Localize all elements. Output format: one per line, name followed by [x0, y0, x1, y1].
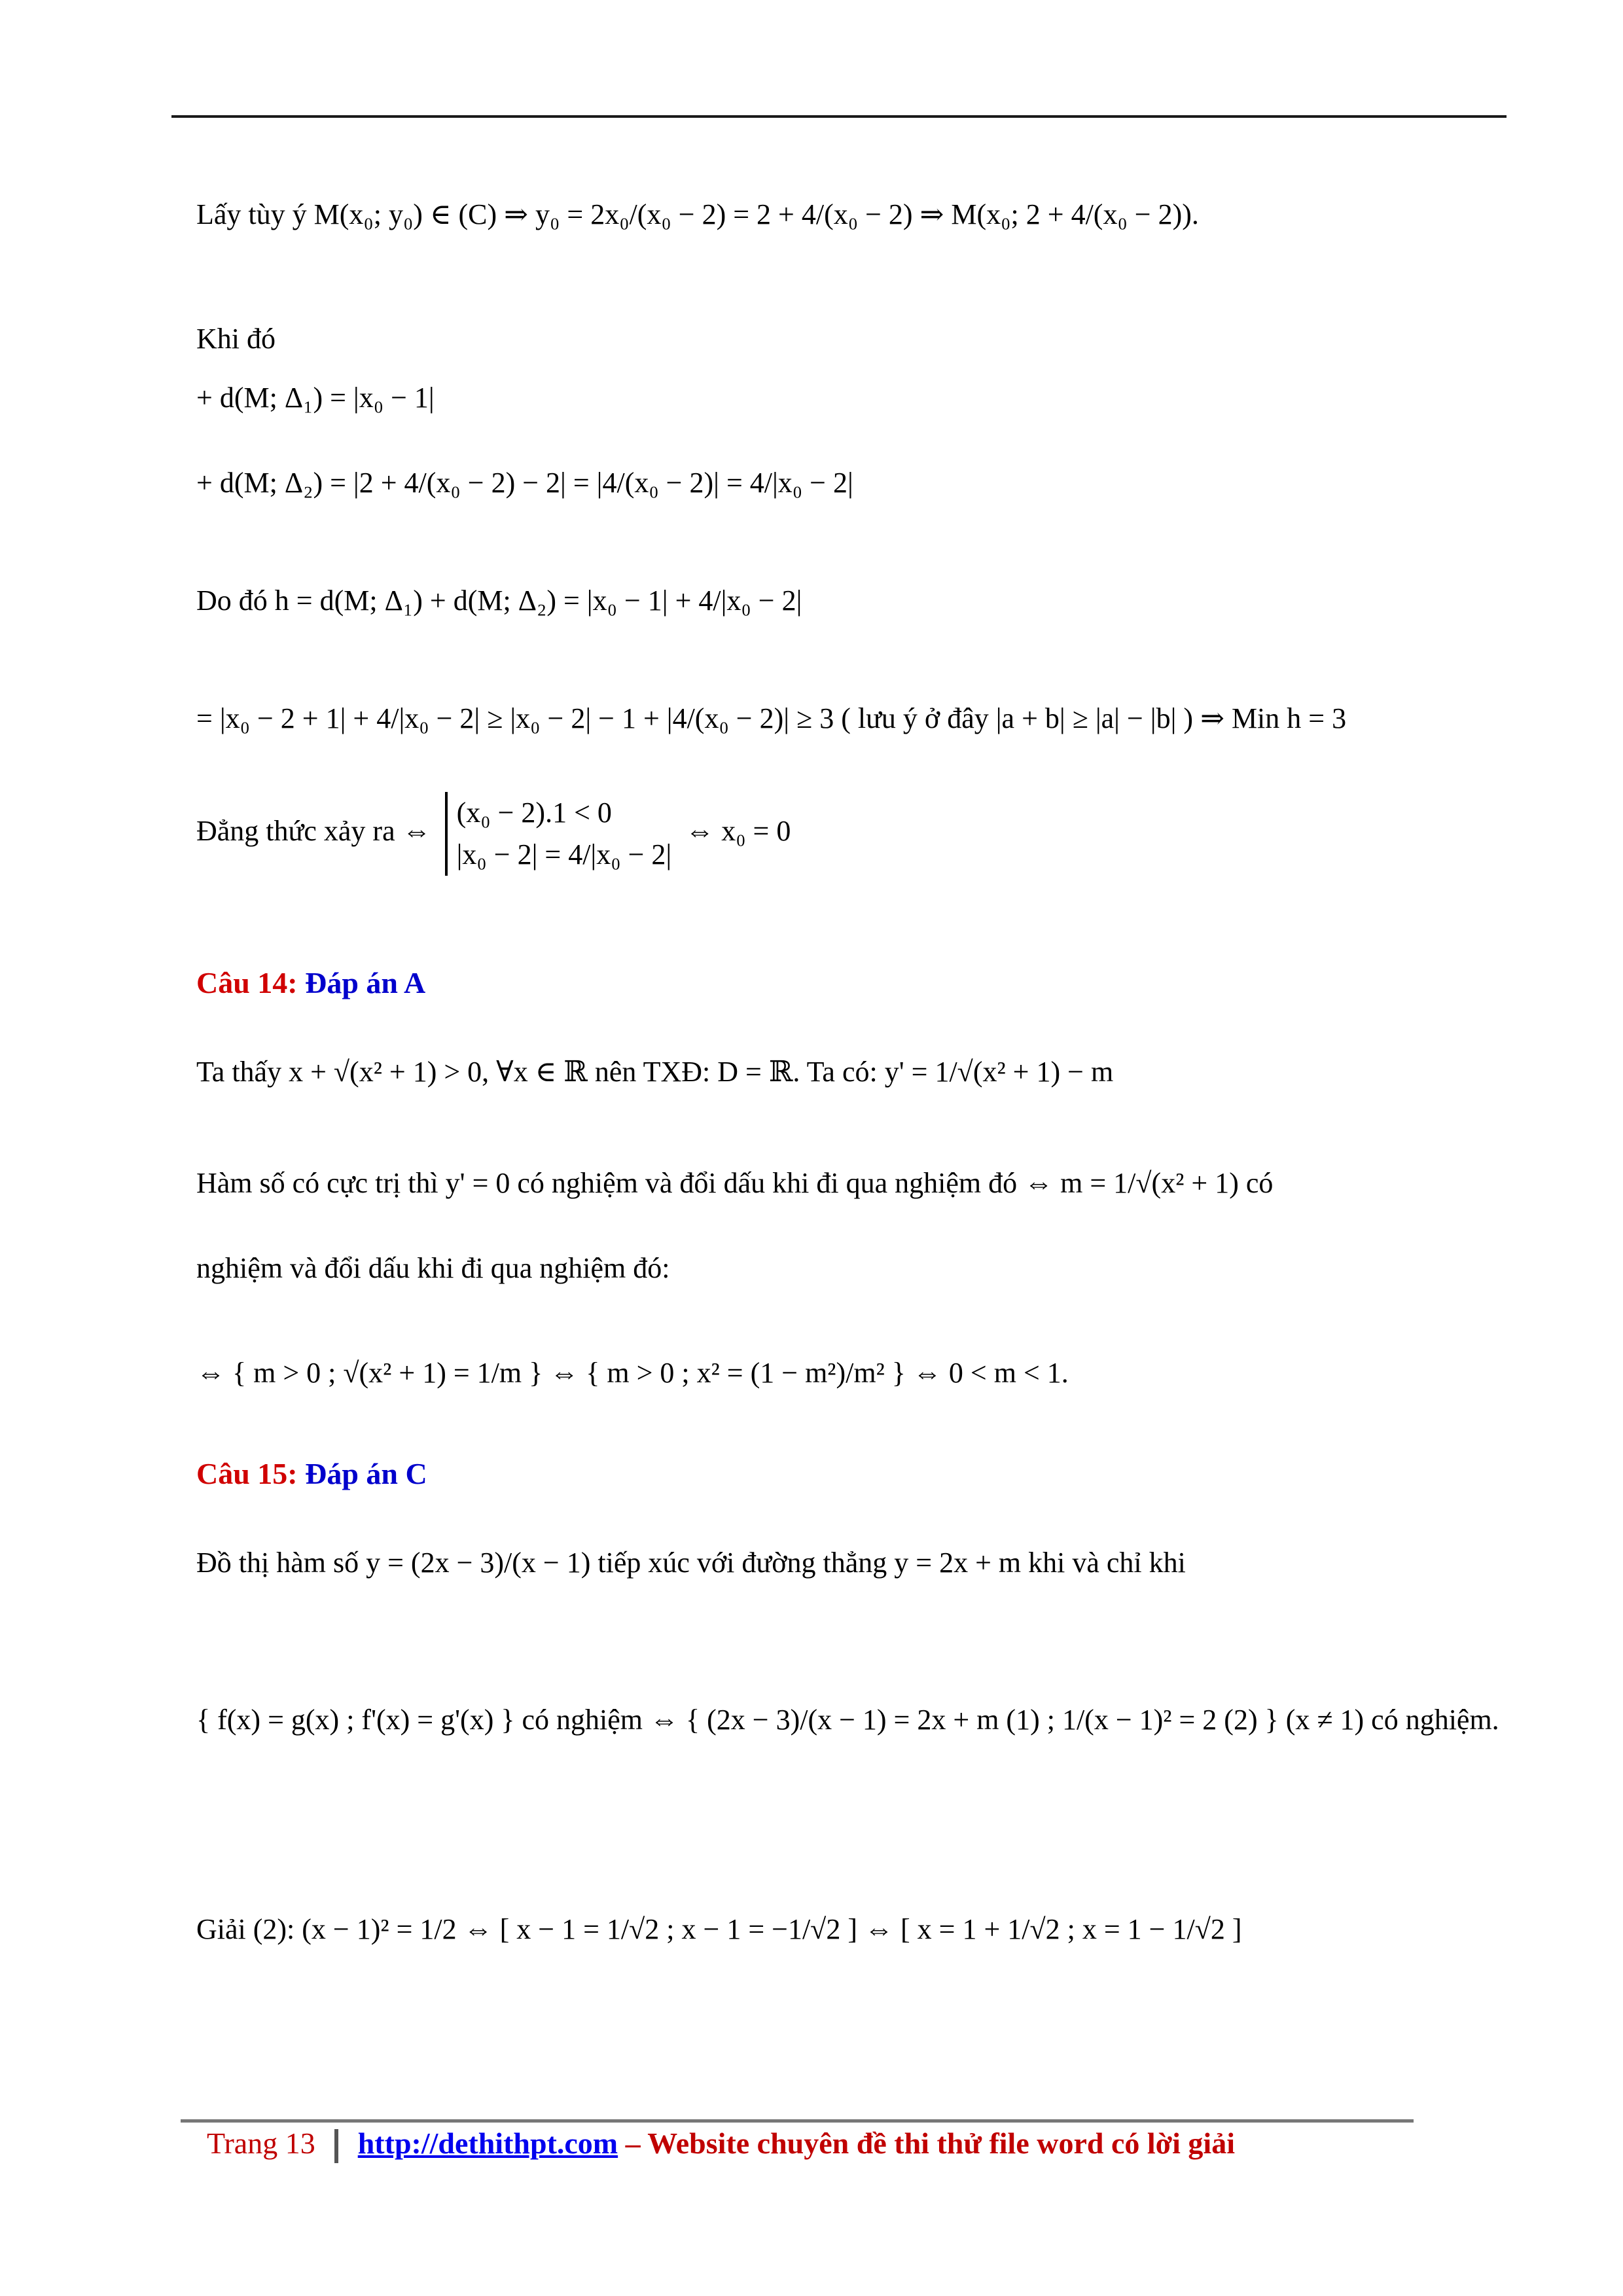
equality-system — [445, 792, 672, 876]
line-1: Lấy tùy ý M(x₀; y₀) ∈ (C) ⇒ y₀ = 2x₀/(x₀ − 2) = 2 + 4/(x₀ − 2) ⇒ M(x₀; 2 + 4/(x₀ − 2)). — [196, 198, 1199, 230]
equality-result: ⇔ x₀ = 0 — [685, 815, 791, 848]
system-row-1: (x₀ − 2).1 < 0 — [456, 797, 612, 829]
cau15-heading — [196, 1456, 427, 1491]
cau15-answer: Đáp án C — [305, 1457, 427, 1490]
line-4: + d(M; Δ₂) = |2 + 4/(x₀ − 2) − 2| = |4/(x₀ − 2)| = 4/|x₀ − 2| — [196, 467, 853, 499]
cau14-label: Câu 14: — [196, 966, 298, 999]
cau15-label: Câu 15: — [196, 1457, 298, 1490]
c14-para-2: Hàm số có cực trị thì y' = 0 có nghiệm và đổi dấu khi đi qua nghiệm đó ⇔ m = 1/√(x² + 1) có — [196, 1167, 1274, 1199]
footer-rule — [181, 2119, 1414, 2123]
line-5: Do đó h = d(M; Δ₁) + d(M; Δ₂) = |x₀ − 1| + 4/|x₀ − 2| — [196, 584, 802, 617]
system-row-2: |x₀ − 2| = 4/|x₀ − 2| — [456, 838, 672, 870]
footer-tagline: – Website chuyên đề thi thử file word có lời giải — [625, 2126, 1235, 2160]
cau14-heading — [196, 965, 425, 1000]
website-link[interactable]: http://dethithpt.com — [357, 2126, 618, 2160]
c14-para-1: Ta thấy x + √(x² + 1) > 0, ∀x ∈ ℝ nên TXĐ: D = ℝ. Ta có: y' = 1/√(x² + 1) − m — [196, 1056, 1114, 1088]
equality-prefix: Đẳng thức xảy ra ⇔ — [196, 815, 431, 848]
line-2: Khi đó — [196, 323, 276, 355]
cau14-answer: Đáp án A — [305, 966, 426, 999]
c14-para-3: nghiệm và đổi dấu khi đi qua nghiệm đó: — [196, 1252, 670, 1284]
equality-condition — [196, 792, 791, 876]
c15-para-3: Giải (2): (x − 1)² = 1/2 ⇔ [ x − 1 = 1/√2 ; x − 1 = −1/√2 ] ⇔ [ x = 1 + 1/√2 ; x = 1 − 1/√2 ] — [196, 1913, 1242, 1945]
page-number: Trang 13 — [207, 2126, 315, 2160]
c14-para-4: ⇔ { m > 0 ; √(x² + 1) = 1/m } ⇔ { m > 0 ; x² = (1 − m²)/m² } ⇔ 0 < m < 1. — [196, 1357, 1069, 1389]
c15-para-2: { f(x) = g(x) ; f'(x) = g'(x) } có nghiệm ⇔ { (2x − 3)/(x − 1) = 2x + m (1) ; 1/(x − 1)² = 2 (2) } (x ≠ 1) có nghiệm. — [196, 1704, 1499, 1736]
footer — [207, 2126, 1235, 2163]
header-rule — [171, 115, 1507, 118]
footer-separator — [334, 2129, 338, 2163]
line-3: + d(M; Δ₁) = |x₀ − 1| — [196, 382, 435, 414]
c15-para-1: Đồ thị hàm số y = (2x − 3)/(x − 1) tiếp xúc với đường thẳng y = 2x + m khi và chỉ khi — [196, 1547, 1186, 1579]
line-6: = |x₀ − 2 + 1| + 4/|x₀ − 2| ≥ |x₀ − 2| − 1 + |4/(x₀ − 2)| ≥ 3 ( lưu ý ở đây |a + b| ≥ |a| − |b| ) ⇒ Min h = 3 — [196, 702, 1347, 734]
